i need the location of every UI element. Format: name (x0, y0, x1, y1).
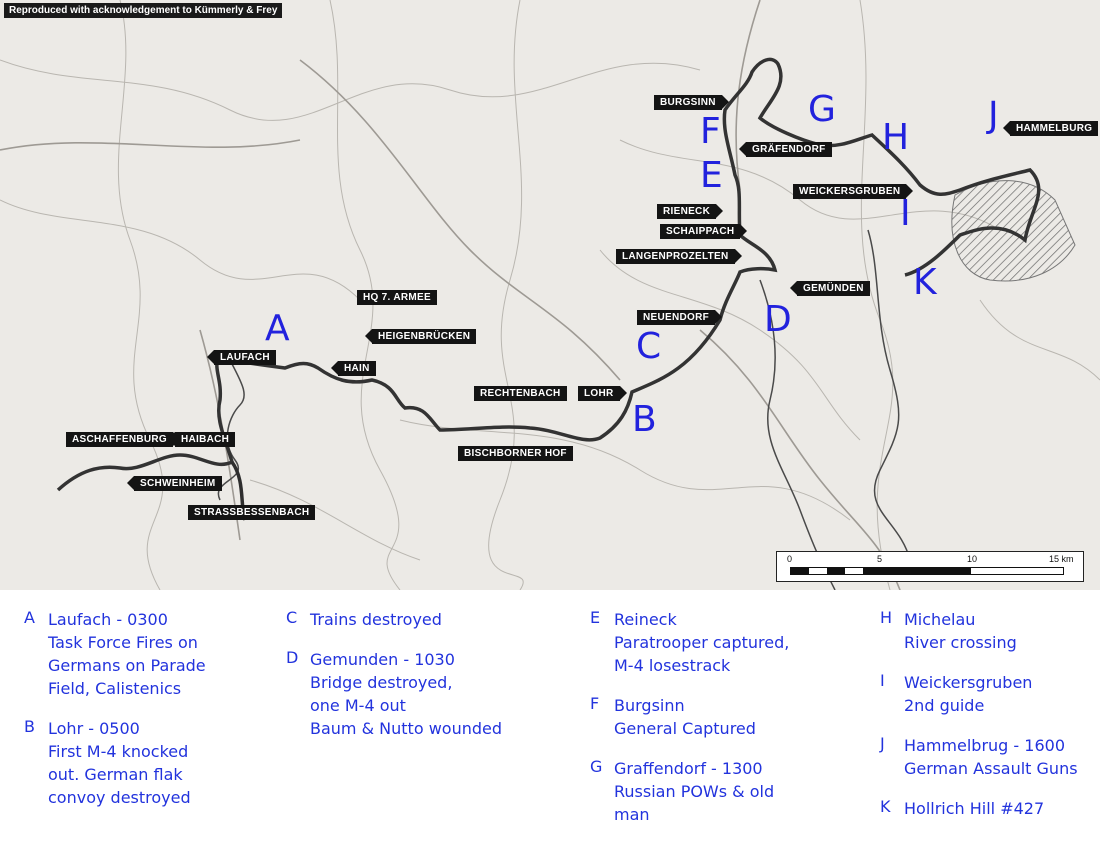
legend-entry (880, 671, 1078, 717)
legend-entry (24, 717, 206, 809)
legend-text: Hammelbrug - 1600 German Assault Guns (904, 736, 1078, 778)
label-hq-7-armee: HQ 7. ARMEE (357, 290, 437, 305)
waypoint-c: C (636, 326, 662, 367)
label-haibach: HAIBACH (175, 432, 235, 447)
scale-tick-5: 5 (877, 554, 883, 564)
scale-seg (827, 568, 845, 574)
legend-entry (880, 734, 1078, 780)
legend-text: Hollrich Hill #427 (904, 799, 1045, 818)
scale-bar-line (790, 567, 1064, 575)
legend-entry (880, 608, 1078, 654)
legend-column-3 (590, 608, 789, 843)
waypoint-k: K (913, 262, 937, 303)
label-schweinheim: SCHWEINHEIM (134, 476, 222, 491)
legend-entry (24, 608, 206, 700)
legend-text: Burgsinn General Captured (614, 696, 756, 738)
legend-text: Lohr - 0500 First M-4 knocked out. German flak convoy destroyed (48, 719, 191, 807)
label-strassbessenbach: STRASSBESSENBACH (188, 505, 315, 520)
label-bischborner-hof: BISCHBORNER HOF (458, 446, 573, 461)
legend-text: Weickersgruben 2nd guide (904, 673, 1033, 715)
label-schaippach: SCHAIPPACH (660, 224, 740, 239)
legend-entry (286, 608, 502, 631)
label-rieneck: RIENECK (657, 204, 716, 219)
legend-key: A (24, 608, 35, 627)
legend-column-1 (24, 608, 206, 826)
legend-entry (880, 797, 1078, 820)
legend-entry (286, 648, 502, 740)
label-aschaffenburg: ASCHAFFENBURG (66, 432, 173, 447)
waypoint-f: F (700, 111, 721, 152)
legend-column-2 (286, 608, 502, 757)
waypoint-a: A (265, 308, 290, 349)
legend-column-4 (880, 608, 1078, 837)
legend-key: H (880, 608, 893, 627)
scale-bar (776, 551, 1084, 582)
label-hammelburg: HAMMELBURG (1010, 121, 1098, 136)
legend-text: Trains destroyed (310, 610, 442, 629)
waypoint-e: E (700, 155, 723, 196)
legend-key: B (24, 717, 35, 736)
legend-text: Reineck Paratrooper captured, M-4 losestrack (614, 610, 790, 675)
label-gemuenden: GEMÜNDEN (797, 281, 870, 296)
legend-text: Graffendorf - 1300 Russian POWs & old man (614, 759, 775, 824)
legend-key: G (590, 757, 603, 776)
legend-text: Gemunden - 1030 Bridge destroyed, one M-4 out Baum & Nutto wounded (310, 650, 502, 738)
legend-key: I (880, 671, 885, 690)
legend-entry (590, 757, 789, 826)
scale-seg (863, 568, 881, 574)
legend-key: D (286, 648, 299, 667)
waypoint-b: B (632, 399, 657, 440)
legend-text: Laufach - 0300 Task Force Fires on Germans on Parade Field, Calistenics (48, 610, 206, 698)
label-rechtenbach: RECHTENBACH (474, 386, 567, 401)
label-heigenbruecken: HEIGENBRÜCKEN (372, 329, 476, 344)
legend-key: K (880, 797, 891, 816)
waypoint-d: D (764, 299, 792, 340)
label-hain: HAIN (338, 361, 376, 376)
map-credit: Reproduced with acknowledgement to Kümmerly & Frey (4, 3, 282, 18)
waypoint-j: J (988, 95, 999, 136)
scale-tick-10: 10 (967, 554, 978, 564)
label-weickersgruben: WEICKERSGRUBEN (793, 184, 906, 199)
label-graefendorf: GRÄFENDORF (746, 142, 832, 157)
label-langenprozelten: LANGENPROZELTEN (616, 249, 735, 264)
label-lohr: LOHR (578, 386, 620, 401)
legend-entry (590, 694, 789, 740)
label-burgsinn: BURGSINN (654, 95, 722, 110)
legend-text: Michelau River crossing (904, 610, 1017, 652)
legend-key: J (880, 734, 885, 753)
legend-key: E (590, 608, 601, 627)
waypoint-i: I (900, 193, 911, 234)
scale-seg (881, 568, 971, 574)
scale-tick-15: 15 km (1049, 554, 1074, 564)
waypoint-g: G (808, 89, 836, 130)
scale-tick-0: 0 (787, 554, 793, 564)
label-laufach: LAUFACH (214, 350, 276, 365)
scale-seg (791, 568, 809, 574)
label-neuendorf: NEUENDORF (637, 310, 715, 325)
legend-key: F (590, 694, 600, 713)
waypoint-h: H (882, 117, 910, 158)
legend-entry (590, 608, 789, 677)
legend-key: C (286, 608, 298, 627)
